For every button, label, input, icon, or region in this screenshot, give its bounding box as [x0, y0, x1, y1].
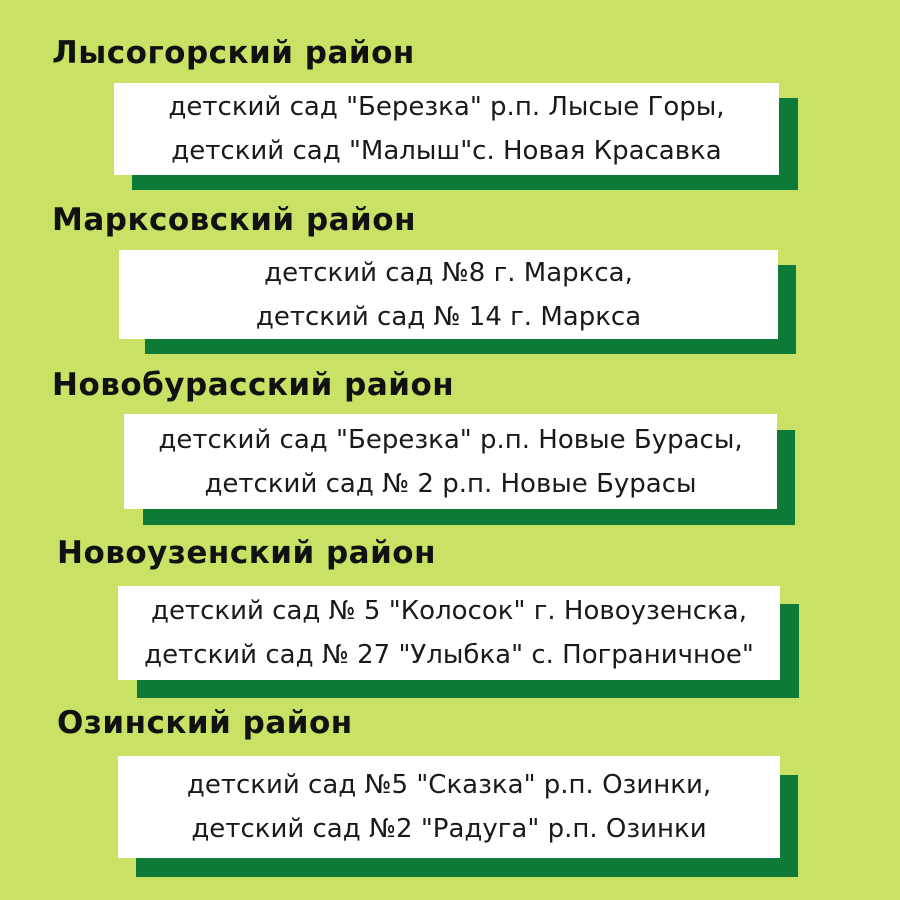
district-title: Марксовский район [52, 202, 416, 238]
kindergarten-entry: детский сад № 5 "Колосок" г. Новоузенска, [150, 596, 748, 626]
district-title: Лысогорский район [52, 35, 415, 71]
kindergarten-entry: детский сад №5 "Сказка" р.п. Озинки, [186, 770, 712, 800]
kindergarten-card [119, 250, 778, 339]
kindergarten-card [118, 586, 780, 680]
district-title: Новобурасский район [52, 367, 455, 403]
kindergarten-card [124, 414, 777, 509]
kindergarten-entry: детский сад № 27 "Улыбка" с. Пограничное" [144, 640, 754, 670]
district-title: Озинский район [57, 705, 353, 741]
kindergarten-entry: детский сад "Малыш"с. Новая Красавка [171, 136, 722, 166]
kindergarten-entry: детский сад № 14 г. Маркса [255, 301, 642, 332]
kindergarten-entry: детский сад № 2 р.п. Новые Бурасы [204, 468, 697, 499]
kindergarten-entry: детский сад №8 г. Маркса, [264, 257, 633, 288]
kindergarten-card [114, 83, 779, 175]
kindergarten-entry: детский сад №2 "Радуга" р.п. Озинки [191, 814, 707, 844]
kindergarten-entry: детский сад "Березка" р.п. Новые Бурасы, [158, 424, 743, 455]
district-title: Новоузенский район [57, 535, 437, 571]
kindergarten-card [118, 756, 780, 858]
kindergarten-entry: детский сад "Березка" р.п. Лысые Горы, [168, 92, 725, 122]
